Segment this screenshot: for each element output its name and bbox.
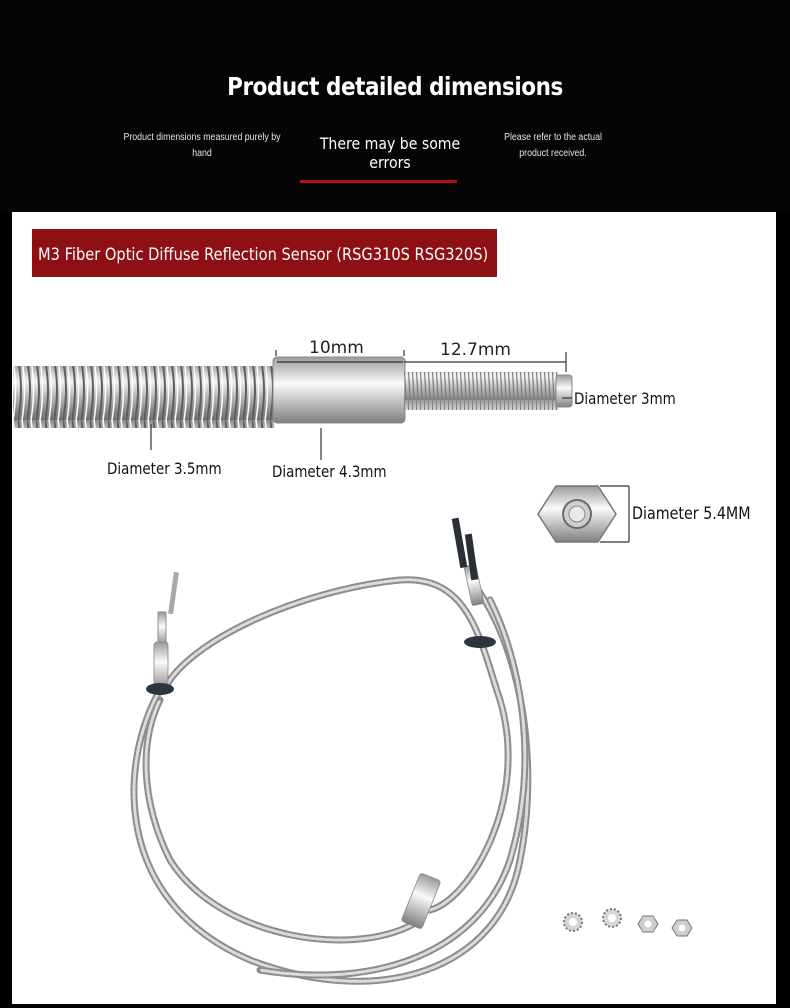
dimension-nut-diameter: Diameter 5.4MM — [632, 504, 751, 524]
dimension-thread-length: 12.7mm — [440, 340, 511, 360]
accessory-washers — [564, 909, 692, 936]
dimension-tip-diameter: Diameter 3mm — [574, 389, 676, 408]
hex-nut — [538, 486, 616, 542]
cable-ties — [146, 636, 496, 695]
probe-tips — [154, 518, 484, 930]
note-refer-actual: Please refer to the actual product received. — [504, 132, 602, 159]
armored-hose — [13, 366, 275, 428]
note-measured-by-hand: Product dimensions measured purely by hand — [123, 132, 281, 159]
dimension-body-diameter: Diameter 4.3mm — [272, 462, 387, 481]
dimension-hose-diameter: Diameter 3.5mm — [107, 459, 222, 478]
dimension-body-length: 10mm — [309, 338, 364, 358]
note-errors: There may be some errors — [319, 134, 461, 172]
threaded-tip — [404, 372, 572, 410]
product-title: M3 Fiber Optic Diffuse Reflection Sensor (RSG310S RSG320S) — [38, 245, 489, 265]
page-title: Product detailed dimensions — [227, 72, 563, 101]
sensor-body — [273, 357, 405, 423]
